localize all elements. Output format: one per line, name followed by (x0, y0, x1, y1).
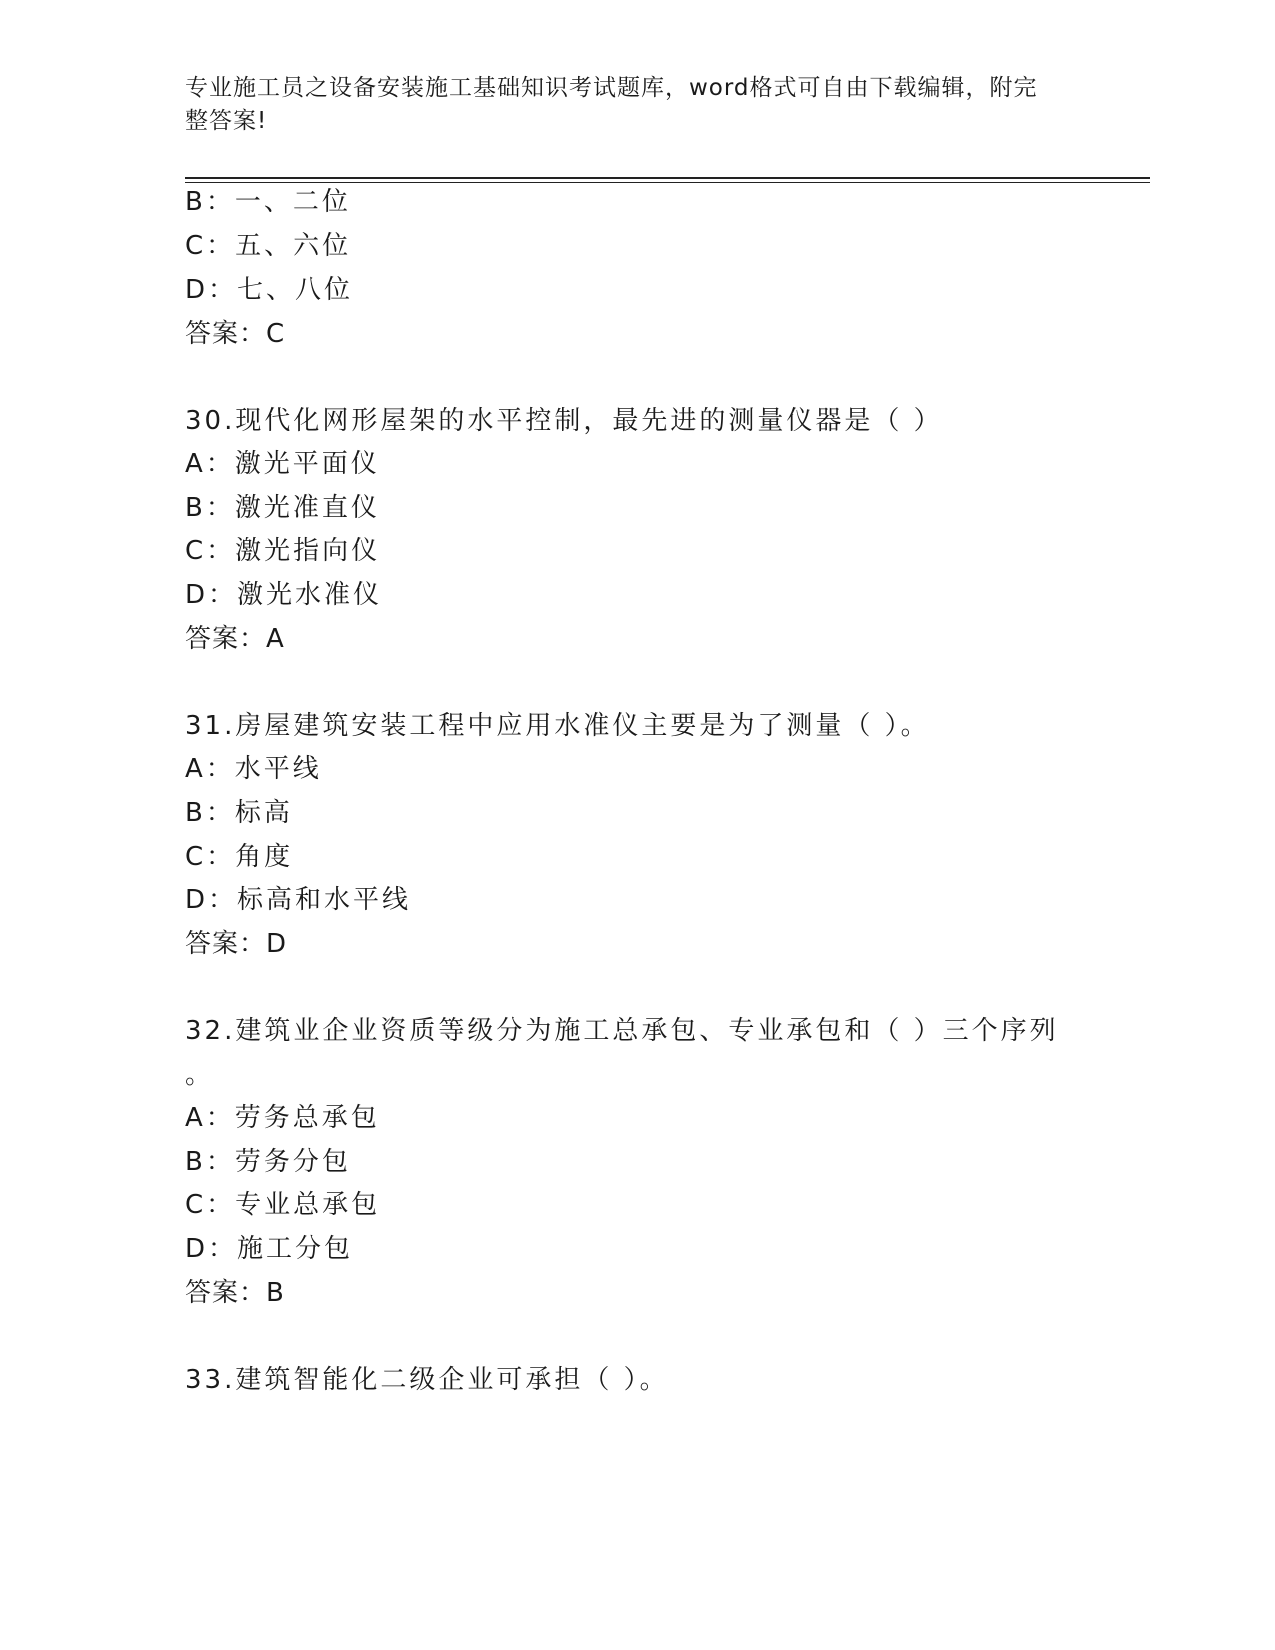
q31-option-d: D：标高和水平线 (185, 885, 412, 915)
q31-question: 31.房屋建筑安装工程中应用水准仪主要是为了测量（ ）。 (185, 711, 930, 741)
q29-option-d: D：七、八位 (185, 275, 354, 305)
q32-option-a: A：劳务总承包 (185, 1103, 380, 1133)
q30-option-c: C：激光指向仪 (185, 536, 381, 566)
header-divider-thick (185, 177, 1150, 179)
header-divider-thin (185, 182, 1150, 183)
q29-answer: 答案：C (185, 319, 286, 349)
q30-question: 30.现代化网形屋架的水平控制，最先进的测量仪器是（ ） (185, 406, 943, 436)
q32-answer: 答案：B (185, 1278, 285, 1308)
q31-option-b: B：标高 (185, 798, 293, 828)
header-line-2: 整答案! (185, 108, 268, 134)
q30-option-b: B：激光准直仪 (185, 493, 380, 523)
header-line-1: 专业施工员之设备安装施工基础知识考试题库，word格式可自由下载编辑，附完 (185, 75, 1038, 101)
q33-question: 33.建筑智能化二级企业可承担（ ）。 (185, 1365, 669, 1395)
q32-question: 32.建筑业企业资质等级分为施工总承包、专业承包和（ ）三个序列 (185, 1016, 1059, 1046)
q29-option-c: C：五、六位 (185, 231, 352, 261)
q31-option-a: A：水平线 (185, 754, 322, 784)
q32-option-b: B：劳务分包 (185, 1147, 351, 1177)
q30-option-a: A：激光平面仪 (185, 449, 380, 479)
q32-question-continuation: 。 (185, 1060, 215, 1090)
q30-answer: 答案：A (185, 624, 285, 654)
q29-option-b: B：一、二位 (185, 187, 351, 217)
q32-option-c: C：专业总承包 (185, 1190, 381, 1220)
q30-option-d: D：激光水准仪 (185, 580, 383, 610)
q32-option-d: D：施工分包 (185, 1234, 354, 1264)
document-header (185, 72, 1085, 138)
q31-option-c: C：角度 (185, 842, 294, 872)
q31-answer: 答案：D (185, 929, 288, 959)
